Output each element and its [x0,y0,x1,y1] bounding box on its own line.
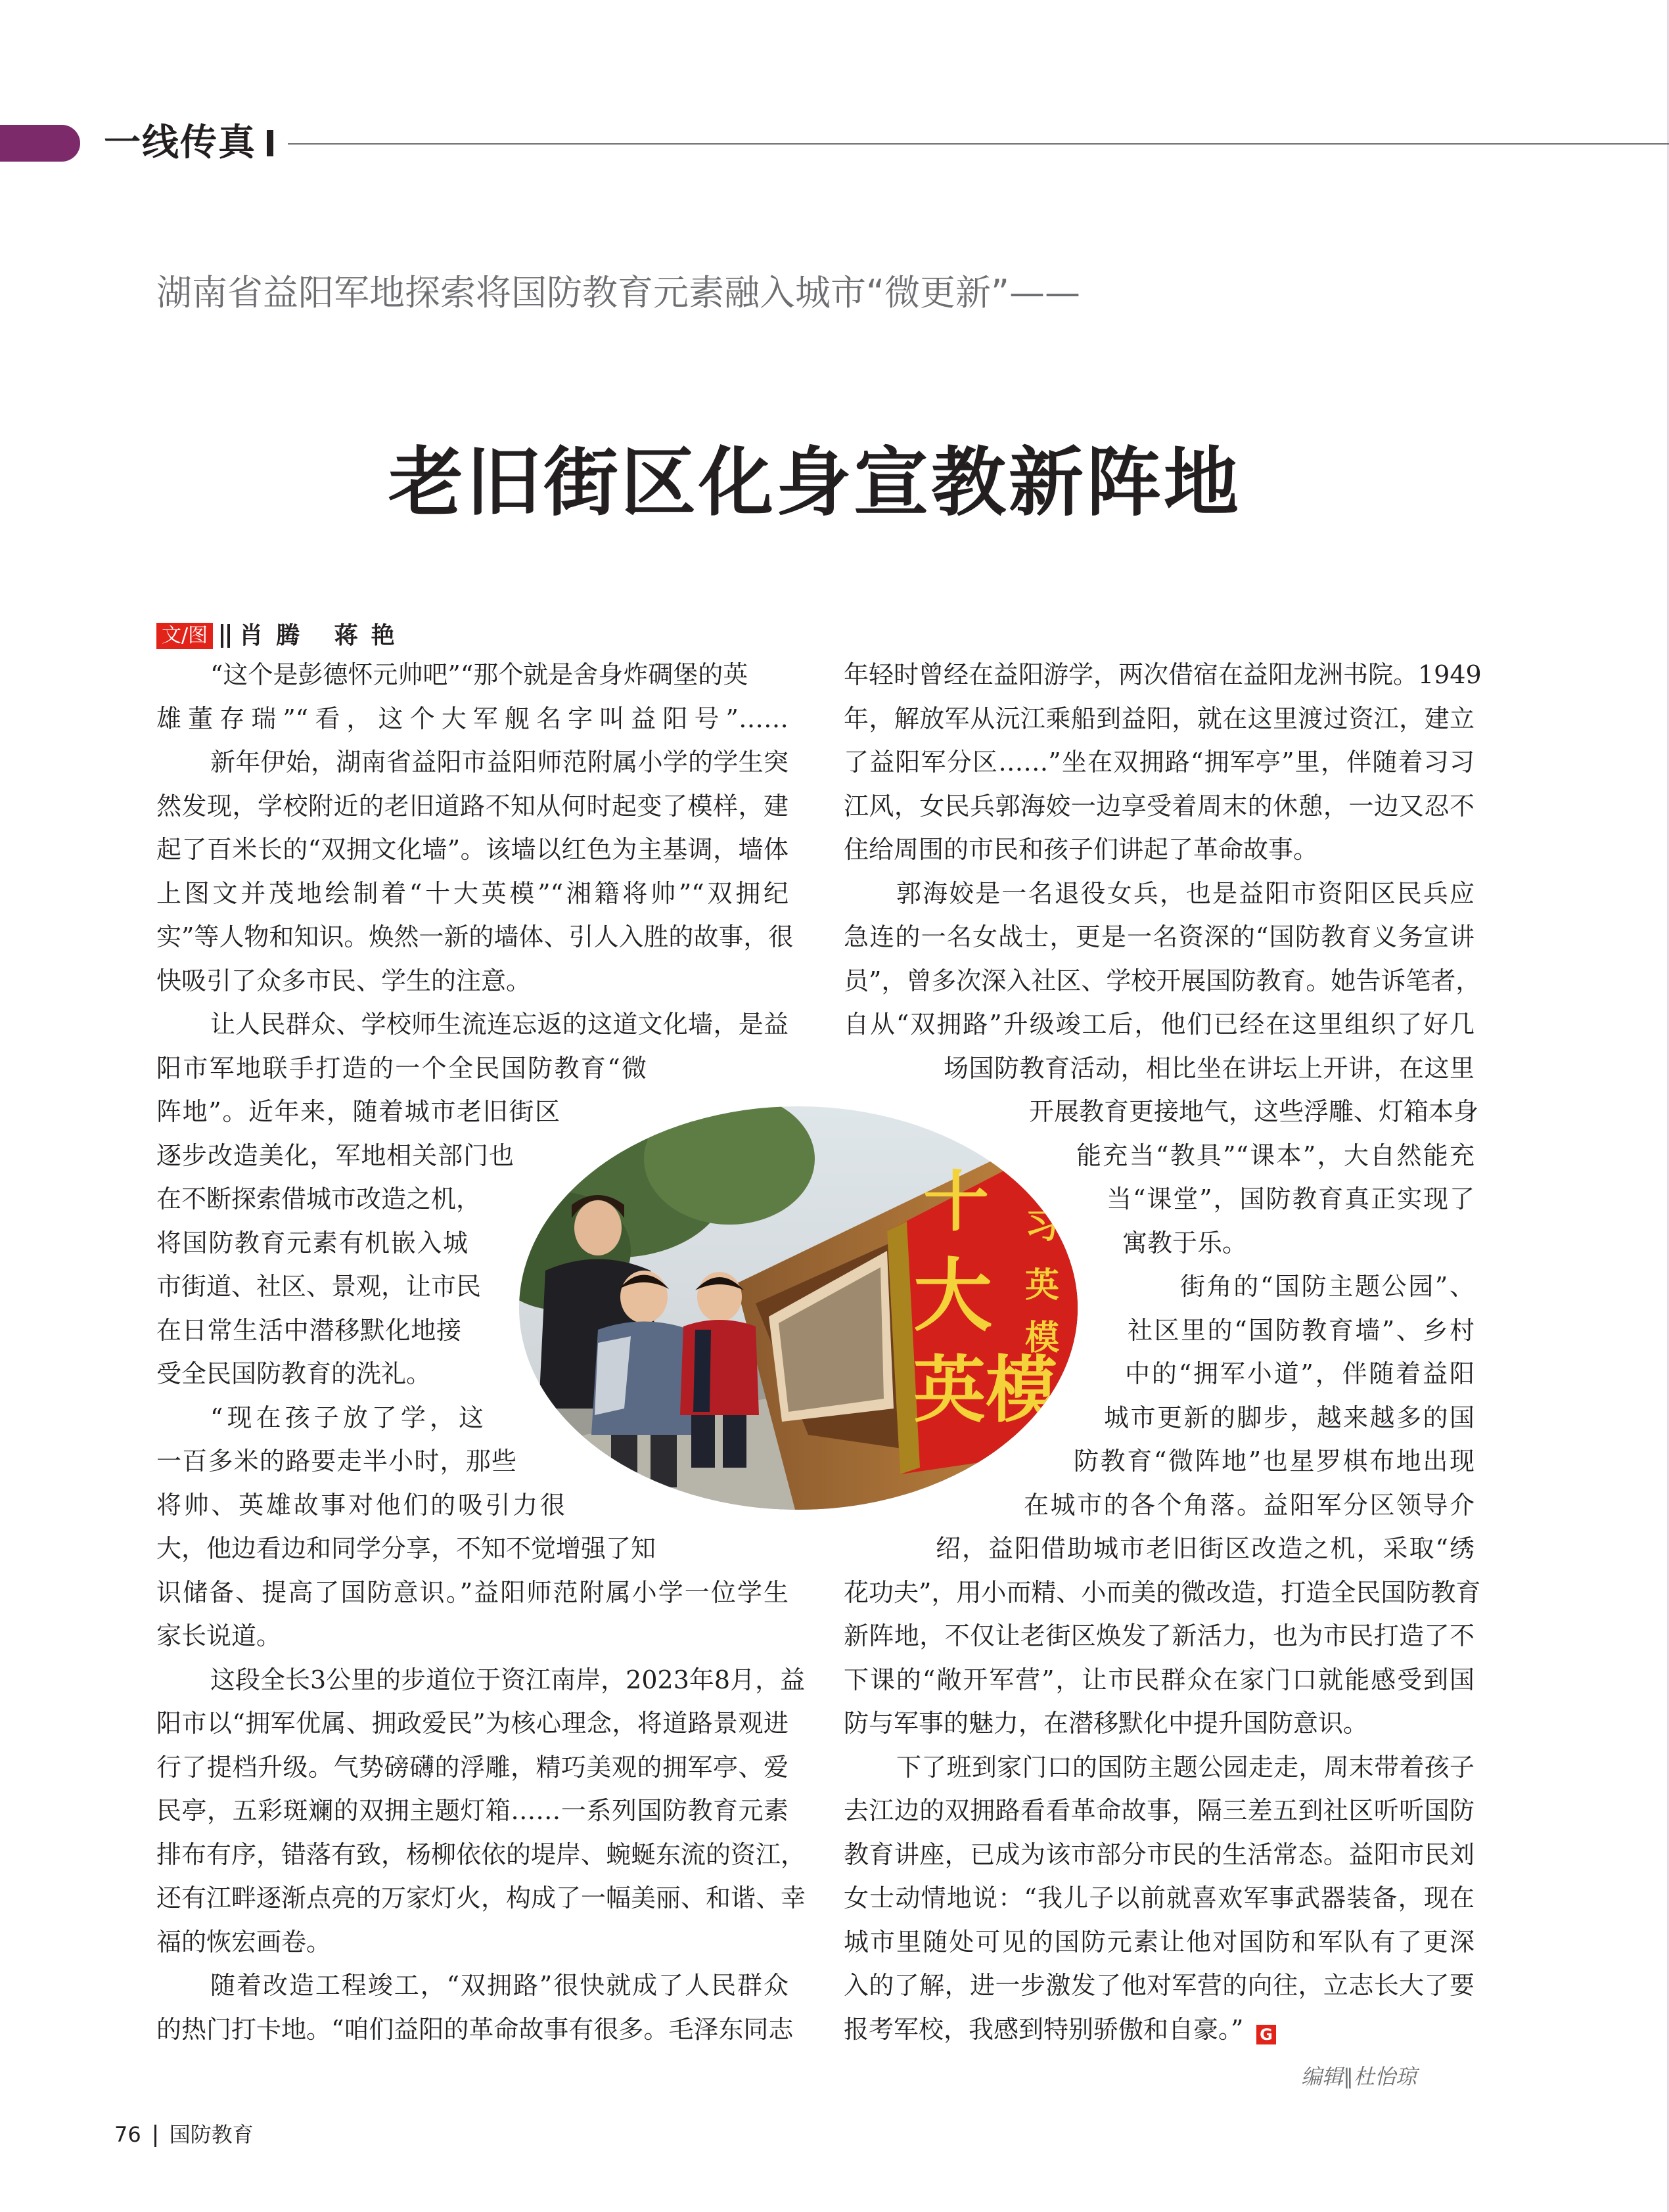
body-text-line: 在日常生活中潜移默化地接 [156,1316,461,1345]
photo-sign-text: 大 [913,1251,992,1342]
body-text-line: 然发现，学校附近的老旧道路不知从何时起变了模样，建 [156,792,789,821]
body-text-line: 当“课堂”，国防教育真正实现了 [1107,1185,1475,1213]
byline-authors: 肖腾 蒋艳 [239,622,408,649]
body-text-line: 社区里的“国防教育墙”、乡村 [1128,1316,1475,1345]
body-text-line: 中的“拥军小道”，伴随着益阳 [1125,1359,1475,1388]
body-text-line: 阳市军地联手打造的一个全民国防教育“微 [156,1054,647,1083]
body-text-line: 报考军校，我感到特别骄傲和自豪。” [844,2015,1244,2044]
body-text-line: 家长说道。 [156,1621,282,1650]
body-text-line: 实”等人物和知识。焕然一新的墙体、引人入胜的故事，很 [156,922,794,951]
photo-sign-text: 英模 [913,1348,1058,1432]
footer-divider [154,2125,156,2147]
body-text-line: 一百多米的路要走半小时，那些 [156,1447,516,1476]
body-text-line: 在城市的各个角落。益阳军分区领导介 [1024,1491,1475,1520]
header-rule [288,143,1669,145]
column-title-bar [267,130,273,156]
body-text-line: 逐步改造美化，军地相关部门也 [156,1141,514,1170]
page-footer [114,2119,254,2150]
body-text-line: 还有江畔逐渐点亮的万家灯火，构成了一幅美丽、和谐、幸 [156,1884,806,1912]
body-text-line: 上图文并茂地绘制着“十大英模”“湘籍将帅”“双拥纪 [156,879,789,908]
article-end-mark: G [1256,2025,1276,2044]
body-text-line: 的热门打卡地。“咱们益阳的革命故事有很多。毛泽东同志 [156,2015,794,2044]
body-text-line: 下了班到家门口的国防主题公园走走，周末带着孩子 [896,1753,1475,1782]
body-text-line: 识储备、提高了国防意识。”益阳师范附属小学一位学生 [156,1578,789,1607]
body-text-line: 福的恢宏画卷。 [156,1928,332,1956]
body-text-line: 大，他边看边和同学分享，不知不觉增强了知 [156,1534,656,1563]
body-text-line: 开展教育更接地气，这些浮雕、灯箱本身 [1029,1097,1479,1126]
body-text-line: 让人民群众、学校师生流连忘返的这道文化墙，是益 [210,1010,789,1039]
editor-credit: 编辑∥杜怡琼 [1301,2064,1417,2089]
body-text-line: 新阵地，不仅让老街区焕发了新活力，也为市民打造了不 [844,1621,1475,1650]
body-text-line: 女士动情地说：“我儿子以前就喜欢军事武器装备，现在 [844,1884,1475,1912]
body-text-line: 年轻时曾经在益阳游学，两次借宿在益阳龙洲书院。1949 [844,660,1482,689]
byline-divider [221,624,223,648]
body-text-line: 郭海姣是一名退役女兵，也是益阳市资阳区民兵应 [896,879,1475,908]
body-text-line: 花功夫”，用小而精、小而美的微改造，打造全民国防教育 [844,1578,1481,1607]
body-text-line: 街角的“国防主题公园”、 [1180,1272,1475,1301]
photo-sign-text: 英 [1025,1266,1060,1305]
body-text-line: 受全民国防教育的洗礼。 [156,1359,432,1388]
article-photo [519,1106,1078,1510]
body-text-line: 防与军事的魅力，在潜移默化中提升国防意识。 [844,1709,1369,1738]
body-text-line: 防教育“微阵地”也星罗棋布地出现 [1074,1447,1475,1476]
body-text-line: 年，解放军从沅江乘船到益阳，就在这里渡过资江，建立 [844,704,1475,733]
body-text-line: 住给周围的市民和孩子们讲起了革命故事。 [844,835,1319,864]
body-text-line: 入的了解，进一步激发了他对军营的向往，立志长大了要 [844,1971,1475,2000]
body-text-line: 城市更新的脚步，越来越多的国 [1104,1403,1475,1432]
body-text-line: “现在孩子放了学，这 [210,1403,484,1432]
body-text-line: 雄董存瑞”“看，这个大军舰名字叫益阳号”…… [156,704,789,733]
body-text-line: 市街道、社区、景观，让市民 [156,1272,482,1301]
body-text-line: 排布有序，错落有致，杨柳依依的堤岸、蜿蜒东流的资江， [156,1840,806,1869]
body-text-line: 民亭，五彩斑斓的双拥主题灯箱……一系列国防教育元素 [156,1796,789,1825]
body-text-line: 去江边的双拥路看看革命故事，隔三差五到社区听听国防 [844,1796,1475,1825]
body-text-line: 起了百米长的“双拥文化墙”。该墙以红色为主基调，墙体 [156,835,789,864]
body-text-line: 绍，益阳借助城市老旧街区改造之机，采取“绣 [936,1534,1475,1563]
body-text-line: 行了提档升级。气势磅礴的浮雕，精巧美观的拥军亭、爱 [156,1753,789,1782]
photo-sign-text: 模 [1025,1319,1060,1358]
body-text-line: 教育讲座，已成为该市部分市民的生活常态。益阳市民刘 [844,1840,1475,1869]
body-text-line: “这个是彭德怀元帅吧”“那个就是舍身炸碉堡的英 [210,660,748,689]
body-text-line: 城市里随处可见的国防元素让他对国防和军队有了更深 [844,1928,1475,1956]
body-text-line: 了益阳军分区……”坐在双拥路“拥军亭”里，伴随着习习 [844,748,1475,777]
body-text-line: 将国防教育元素有机嵌入城 [156,1229,468,1257]
body-text-line: 场国防教育活动，相比坐在讲坛上开讲，在这里 [944,1054,1475,1083]
magazine-name: 国防教育 [169,2122,254,2147]
article-subtitle: 湖南省益阳军地探索将国防教育元素融入城市“微更新”—— [156,272,1080,313]
body-text-line: 阵地”。近年来，随着城市老旧街区 [156,1097,560,1126]
body-text-line: 随着改造工程竣工，“双拥路”很快就成了人民群众 [210,1971,789,2000]
page-number: 76 [114,2122,141,2147]
body-text-line: 能充当“教具”“课本”，大自然能充 [1076,1141,1475,1170]
photo-sign-text: 习 [1025,1207,1060,1246]
photo-sign-text: 十 [923,1163,989,1240]
body-text-line: 阳市以“拥军优属、拥政爱民”为核心理念，将道路景观进 [156,1709,789,1738]
photo-illustration [519,1106,1078,1510]
body-text-line: 将帅、英雄故事对他们的吸引力很 [156,1491,565,1520]
body-text-line: 新年伊始，湖南省益阳市益阳师范附属小学的学生突 [210,748,789,777]
byline [156,620,408,652]
byline-tag: 文/图 [156,623,213,649]
column-title: 一线传真 [104,122,256,164]
body-text-line: 员”，曾多次深入社区、学校开展国防教育。她告诉笔者， [844,966,1481,995]
body-text-line: 下课的“敞开军营”，让市民群众在家门口就能感受到国 [844,1665,1475,1694]
column-tab [0,125,80,162]
body-text-line: 寓教于乐。 [1122,1229,1248,1257]
body-text-line: 在不断探索借城市改造之机， [156,1185,482,1213]
body-text-line: 急连的一名女战士，更是一名资深的“国防教育义务宣讲 [844,922,1475,951]
byline-divider [227,624,230,648]
body-text-line: 快吸引了众多市民、学生的注意。 [156,966,532,995]
body-text-line: 江风，女民兵郭海姣一边享受着周末的休憩，一边又忍不 [844,792,1475,821]
article-title: 老旧街区化身宣教新阵地 [388,439,1241,526]
body-text-line: 这段全长3公里的步道位于资江南岸，2023年8月，益 [210,1665,806,1694]
body-text-line: 自从“双拥路”升级竣工后，他们已经在这里组织了好几 [844,1010,1475,1039]
